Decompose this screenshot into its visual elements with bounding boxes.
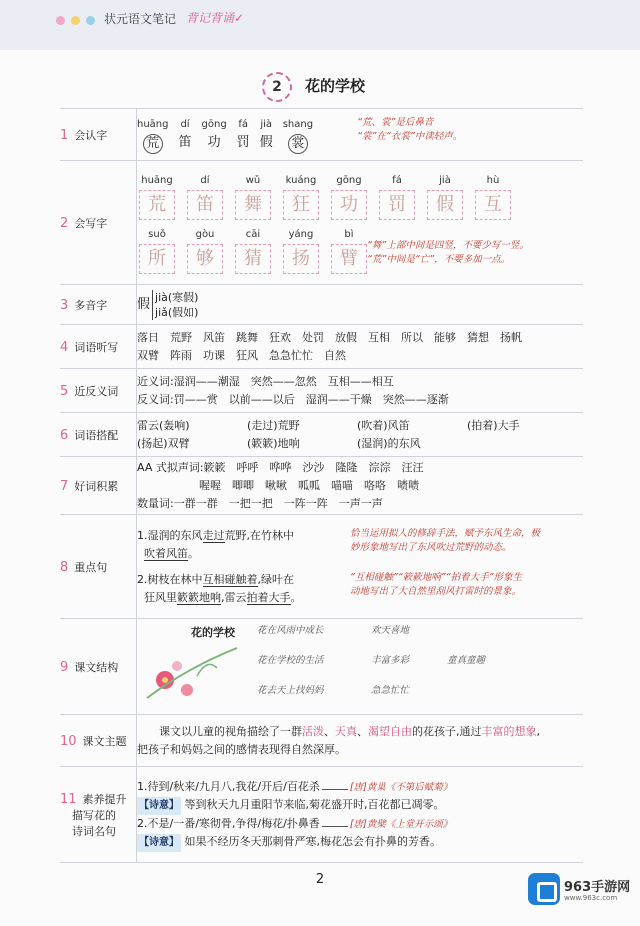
dot-icon xyxy=(71,16,80,25)
recognize-char: dí 笛 xyxy=(178,118,192,150)
theme-text: 把孩子和妈妈之间的感情表现得自然深厚。 xyxy=(137,742,346,756)
note: “裳”在“衣裳”中读轻声。 xyxy=(357,130,463,142)
collocation: (扬起)双臂 xyxy=(137,436,190,450)
page-number: 2 xyxy=(315,872,325,887)
structure-item: 花去天上找妈妈 xyxy=(257,684,324,696)
collocation: (簌簌)地响 xyxy=(247,436,300,450)
lesson-title: 花的学校 xyxy=(305,77,366,95)
structure-item: 欢天喜地 xyxy=(371,624,410,636)
recognize-char: gōng 功 xyxy=(201,118,227,150)
word-list: 双臂 阵雨 功课 狂风 急急忙忙 自然 xyxy=(137,348,346,362)
row-collocation xyxy=(60,413,583,457)
recognize-chars xyxy=(137,116,313,154)
row-label: 8 重点句 xyxy=(60,515,137,619)
row-label: 6 词语搭配 xyxy=(60,413,137,457)
onomatopoeia: 喔喔 唧唧 啾啾 呱呱 喵喵 咯咯 啧啧 xyxy=(199,478,419,492)
polyphone-char: 假 xyxy=(137,296,151,312)
row-label: 5 近反义词 xyxy=(60,369,137,413)
theme-text: 课文以儿童的视角描绘了一群活泼、天真、渴望自由的花孩子,通过丰富的想象, xyxy=(159,724,540,738)
structure-item: 急急忙忙 xyxy=(371,684,410,696)
write-char: suǒ 所 xyxy=(137,226,177,274)
write-char: gōng 功 xyxy=(329,172,369,220)
write-char: kuáng 狂 xyxy=(281,172,321,220)
note: “舞”上部中间是四竖，不要少写一竖。 xyxy=(367,240,529,251)
collocation: 雷云(轰响) xyxy=(137,418,190,432)
collocation: (拍着)大手 xyxy=(467,418,520,432)
reading: jià(寒假) xyxy=(155,290,199,304)
structure-item: 花在风雨中成长 xyxy=(257,624,324,636)
row-label: 1 会认字 xyxy=(60,109,137,161)
collocation: (走过)荒野 xyxy=(247,418,300,432)
row-label: 3 多音字 xyxy=(60,285,137,325)
row-label: 2 会写字 xyxy=(60,161,137,285)
note: “荒”中间是“亡”，不要多加一点。 xyxy=(367,254,511,265)
poem-meaning: 【诗意】 如果不经历冬天那刺骨严寒,梅花怎会有扑鼻的芳香。 xyxy=(137,833,583,852)
row-theme xyxy=(60,715,583,767)
write-char: gòu 够 xyxy=(185,226,225,274)
structure-item: 丰富多彩 xyxy=(371,654,410,666)
onomatopoeia: AA 式拟声词:簌簌 呼呼 哗哗 沙沙 隆隆 淙淙 汪汪 xyxy=(137,460,424,474)
row-synonyms xyxy=(60,369,583,413)
write-char: huāng 荒 xyxy=(137,172,177,220)
row-label: 4 词语听写 xyxy=(60,325,137,369)
poem-line: 2.不是/一番/寒彻骨,争得/梅花/扑鼻香 [唐]黄檗《上堂开示颂》 xyxy=(137,816,453,830)
row-key-sentences: 8 重点句 1.湿润的东风走过荒野,在竹林中 吹着风笛。 恰当运用拟人的修辞手法，赋予东风生命，极 妙形象地写出了东风吹过荒野的动态。 2.树枝在林中互相碰触着,绿叶在 狂风里簌簌地响,雷云拍着大手。 “互相碰触”“簌簌地响”“拍着大手”形象生 动地写出了大自然里刮风打雷时的景象。 xyxy=(60,515,583,619)
watermark-logo-icon xyxy=(528,873,560,905)
row-structure xyxy=(60,619,583,715)
brand-title: 状元语文笔记 xyxy=(104,12,177,26)
write-char: fá 罚 xyxy=(377,172,417,220)
structure-item: 花在学校的生活 xyxy=(257,654,324,666)
row-label: 11 素养提升 描写花的 诗词名句 xyxy=(60,767,137,863)
quantifiers: 数量词:一群一群 一把一把 一阵一阵 一声一声 xyxy=(137,496,383,510)
brand-subtitle: 背记背诵✓ xyxy=(186,11,245,25)
sentence: 2.树枝在林中互相碰触着,绿叶在 狂风里簌簌地响,雷云拍着大手。 xyxy=(137,572,302,604)
lesson-number: 2 xyxy=(262,72,292,102)
row-label: 9 课文结构 xyxy=(60,619,137,715)
row-dictation xyxy=(60,325,583,369)
row-good-words xyxy=(60,457,583,515)
synonyms: 近义词:湿润——潮湿 突然——忽然 互相——相互 xyxy=(137,374,394,388)
recognize-char: fá 罚 xyxy=(236,118,250,150)
note: “荒、裳”是后鼻音 xyxy=(357,116,434,128)
write-char: hù 互 xyxy=(473,172,513,220)
recognize-char: huāng 荒 xyxy=(137,116,169,154)
top-banner xyxy=(0,0,640,50)
collocation: (湿润)的东风 xyxy=(357,436,421,450)
dot-icon xyxy=(56,16,65,25)
row-recognize xyxy=(60,109,583,161)
write-char: bì 臂 xyxy=(329,226,369,274)
recognize-char: shang 裳 xyxy=(283,116,313,154)
decorative-dots xyxy=(56,16,95,25)
row-write xyxy=(60,161,583,285)
write-char: cāi 猜 xyxy=(233,226,273,274)
row-polyphone xyxy=(60,285,583,325)
write-char: yáng 扬 xyxy=(281,226,321,274)
row-poems xyxy=(60,767,583,863)
word-list: 落日 荒野 风笛 跳舞 狂欢 处罚 放假 互相 所以 能够 猜想 扬帆 xyxy=(137,330,522,344)
structure-item: 童真童趣 xyxy=(447,654,486,666)
write-char: wǔ 舞 xyxy=(233,172,273,220)
poem-meaning: 【诗意】 等到秋天九月重阳节来临,菊花盛开时,百花都已凋零。 xyxy=(137,796,583,815)
structure-center: 花的学校 xyxy=(191,625,235,639)
write-char: dí 笛 xyxy=(185,172,225,220)
lesson-header xyxy=(0,66,640,106)
reading: jiǎ(假如) xyxy=(155,305,199,319)
row-label: 7 好词积累 xyxy=(60,457,137,515)
antonyms: 反义词:罚——赏 以前——以后 湿润——干燥 突然——逐渐 xyxy=(137,392,449,406)
poem-line: 1.待到/秋来/九月八,我花/开后/百花杀 [唐]黄巢《不第后赋菊》 xyxy=(137,779,453,793)
dot-icon xyxy=(86,16,95,25)
watermark: 963手游网 www.963c.com xyxy=(528,870,636,910)
recognize-char: jià 假 xyxy=(259,118,273,150)
row-label: 10 课文主题 xyxy=(60,715,137,767)
collocation: (吹着)风笛 xyxy=(357,418,410,432)
sentence: 1.湿润的东风走过荒野,在竹林中 吹着风笛。 xyxy=(137,528,294,560)
write-char: jià 假 xyxy=(425,172,465,220)
notes-table xyxy=(60,108,583,863)
